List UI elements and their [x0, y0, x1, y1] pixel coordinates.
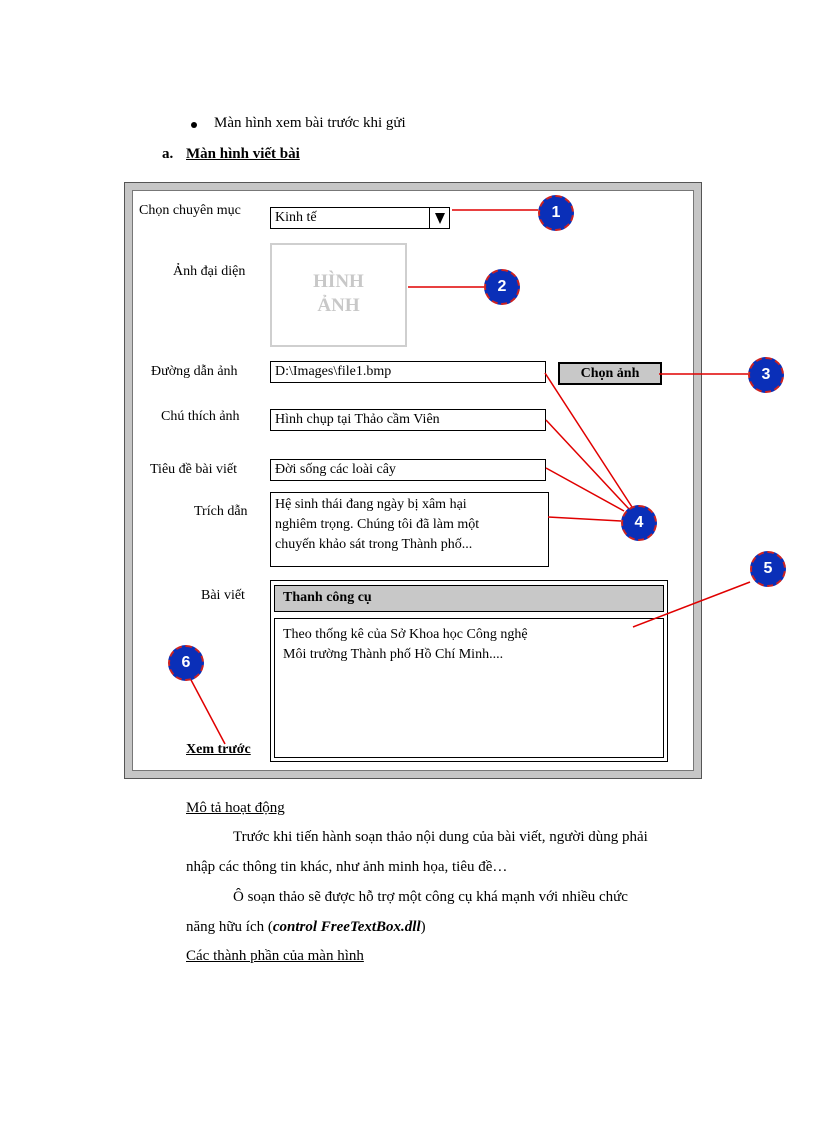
excerpt-line-3: chuyến khảo sát trong Thành phố... — [275, 537, 473, 552]
description-heading: Mô tả hoạt động — [186, 800, 285, 816]
image-path-label: Đường dẫn ảnh — [151, 364, 238, 379]
callout-5: 5 — [750, 551, 786, 587]
description-para1-line2: nhập các thông tin khác, như ảnh minh họa, tiêu đề… — [186, 859, 508, 875]
form-mockup-frame — [124, 182, 702, 779]
avatar-placeholder-line1: HÌNH — [313, 271, 364, 292]
avatar-label: Ảnh đại diện — [173, 264, 246, 279]
image-path-input[interactable]: D:\Images\file1.bmp — [270, 361, 546, 383]
callout-3: 3 — [748, 357, 784, 393]
description-para2-line2 — [186, 917, 426, 937]
excerpt-line-2: nghiêm trọng. Chúng tôi đã làm một — [275, 517, 480, 532]
description-para2-line1: Ô soạn thảo sẽ được hỗ trợ một công cụ khá mạnh với nhiều chức — [233, 889, 628, 905]
caption-label: Chú thích ảnh — [161, 409, 240, 424]
article-editor[interactable] — [270, 580, 668, 762]
choose-image-button[interactable]: Chọn ảnh — [558, 362, 662, 385]
components-heading: Các thành phần của màn hình — [186, 948, 364, 964]
chevron-down-icon[interactable] — [429, 208, 449, 228]
excerpt-line-1: Hệ sinh thái đang ngày bị xâm hại — [275, 497, 467, 512]
callout-6: 6 — [168, 645, 204, 681]
category-value: Kinh tế — [275, 210, 317, 225]
para2-suffix: ) — [420, 919, 426, 935]
preview-link[interactable]: Xem trước — [186, 742, 251, 757]
callout-1: 1 — [538, 195, 574, 231]
editor-content[interactable] — [274, 618, 664, 758]
avatar-image-placeholder[interactable] — [270, 243, 407, 347]
article-title-label: Tiêu đề bài viết — [150, 462, 237, 477]
bullet-item-text: Màn hình xem bài trước khi gửi — [214, 115, 406, 131]
editor-line-2: Môi trường Thành phố Hồ Chí Minh.... — [283, 647, 504, 662]
section-title: Màn hình viết bài — [186, 146, 300, 162]
category-label: Chọn chuyên mục — [139, 203, 241, 218]
callout-2: 2 — [484, 269, 520, 305]
excerpt-label: Trích dẫn — [194, 504, 248, 519]
caption-input[interactable]: Hình chụp tại Thảo cầm Viên — [270, 409, 546, 431]
article-title-input[interactable]: Đời sống các loài cây — [270, 459, 546, 481]
category-select[interactable] — [270, 207, 450, 229]
para2-prefix: năng hữu ích ( — [186, 919, 273, 935]
editor-toolbar[interactable]: Thanh công cụ — [274, 585, 664, 612]
section-marker: a. — [162, 146, 174, 162]
bullet-dot — [191, 122, 197, 128]
callout-4: 4 — [621, 505, 657, 541]
article-label: Bài viết — [201, 588, 245, 603]
excerpt-textarea[interactable] — [270, 492, 549, 567]
avatar-placeholder-line2: ẢNH — [317, 295, 360, 316]
form-mockup-panel — [132, 190, 694, 771]
description-para1-line1: Trước khi tiến hành soạn thảo nội dung của bài viết, người dùng phải — [233, 829, 648, 845]
para2-emphasis: control FreeTextBox.dll — [272, 919, 421, 935]
editor-line-1: Theo thống kê của Sở Khoa học Công nghệ — [283, 627, 528, 642]
